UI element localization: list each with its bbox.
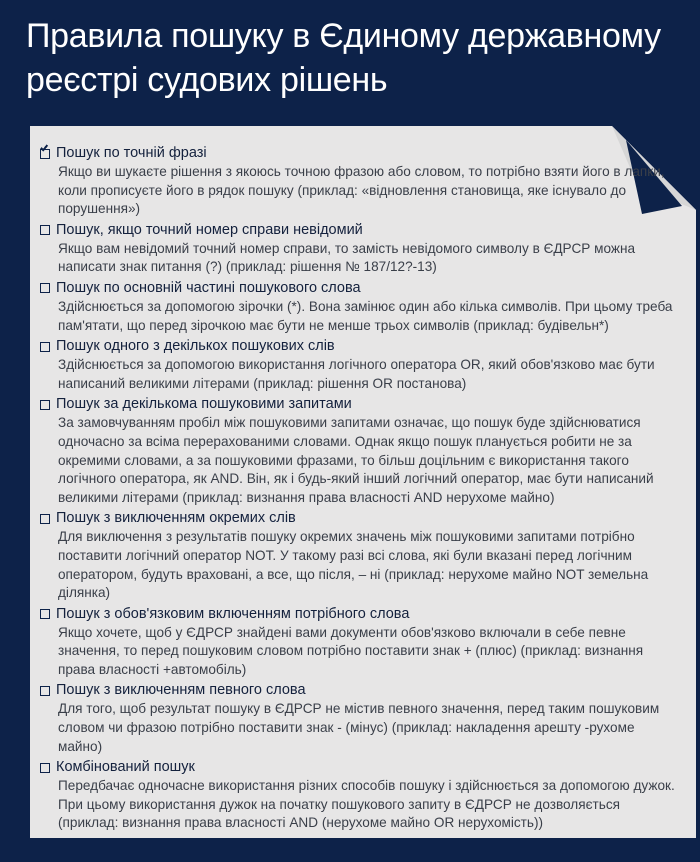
rule-heading: Пошук з виключенням певного слова: [56, 682, 306, 699]
rule-item: [40, 279, 680, 335]
rule-description: Для того, щоб результат пошуку в ЄДРСР не містив певного значення, перед таким пошуковим словом чи фразою потрібно поставити знак - (мінус) (приклад: накладення арешту -рухоме майно): [58, 701, 660, 754]
rule-item: [40, 337, 680, 393]
rule-heading: Пошук, якщо точний номер справи невідомий: [56, 221, 363, 238]
rules-list: [40, 144, 680, 835]
rule-heading: Пошук за декількома пошуковими запитами: [56, 396, 352, 413]
rule-heading-row: [40, 337, 680, 356]
rule-item: [40, 221, 680, 277]
rule-heading-row: [40, 221, 680, 240]
checkbox-icon: [40, 514, 50, 524]
rule-heading-row: [40, 681, 680, 700]
checkbox-icon: [40, 400, 50, 410]
rule-heading-row: [40, 605, 680, 624]
checkbox-icon: [40, 283, 50, 293]
rule-heading: Пошук одного з декількох пошукових слів: [56, 338, 335, 355]
rule-description: Якщо хочете, щоб у ЄДРСР знайдені вами документи обов'язково включали в себе певне значення, то перед пошуковим словом потрібно поставити знак + (плюс) (приклад: визнання права власності +автомобіль): [58, 624, 644, 677]
rule-heading-row: [40, 144, 680, 163]
checkbox-icon: [40, 342, 50, 352]
rule-item: [40, 144, 680, 219]
rule-description: За замовчуванням пробіл між пошуковими запитами означає, що пошук буде здійснюватися одночасно за всіма перерахованими словами. Однак якщо пошук планується робити не за окремими словами, а за пошуковими фразами, то більш доцільним є використання такого логічного оператора, як AND. Він, як і будь-який інший логічний оператор, має бути написаний великими літерами (приклад: визнання права власності AND нерухоме майно): [58, 415, 654, 505]
checkbox-icon: [40, 686, 50, 696]
rule-item: [40, 605, 680, 680]
rule-description: Здійснюється за допомогою використання логічного оператора OR, який обов'язково має бути написаний великими літерами (приклад: рішення OR постанова): [58, 357, 655, 391]
rule-item: [40, 509, 680, 602]
rule-description: Якщо ви шукаєте рішення з якоюсь точною фразою або словом, то потрібно взяти його в лапки, коли прописуєте його в рядок пошуку (приклад: «відновлення становища, яке існувало до порушення»): [58, 164, 665, 217]
rule-heading: Пошук по основній частині пошукового слова: [56, 279, 361, 296]
rule-heading-row: [40, 279, 680, 298]
checkbox-icon: [40, 763, 50, 773]
rule-description: Передбачає одночасне використання різних способів пошуку і здійснюється за допомогою дужок. При цьому використання дужок на початку пошукового запиту в ЄДРСР не дозволяється (приклад: визнання права власності AND (нерухоме майно OR нерухомість)): [58, 778, 675, 831]
rule-description: Здійснюється за допомогою зірочки (*). Вона замінює один або кілька символів. При цьому треба пам'ятати, що перед зірочкою має бути не менше трьох символів (приклад: будівельн*): [58, 298, 673, 333]
checkbox-icon: [40, 225, 50, 235]
rule-heading-row: [40, 509, 680, 528]
rule-heading: Комбінований пошук: [56, 759, 195, 776]
rule-item: [40, 758, 680, 833]
rule-item: [40, 681, 680, 756]
rule-heading-row: [40, 395, 680, 414]
page-title: Правила пошуку в Єдиному державному реєстрі судових рішень: [26, 17, 661, 99]
rule-item: [40, 395, 680, 507]
rule-heading: Пошук з виключенням окремих слів: [56, 510, 296, 527]
rule-description: Якщо вам невідомий точний номер справи, то замість невідомого символу в ЄДРСР можна написати знак питання (?) (приклад: рішення № 187/12?-13): [58, 240, 636, 275]
checkbox-icon: [40, 609, 50, 619]
rule-description: Для виключення з результатів пошуку окремих значень між пошуковими запитами потрібно поставити логічний оператор NOT. У такому разі всі слова, які були вказані перед логічним оператором, будуть враховані, а все, що після, – ні (приклад: нерухоме майно NOT земельна ділянка): [58, 529, 649, 601]
paper-sheet: [30, 126, 696, 838]
rule-heading: Пошук з обов'язковим включенням потрібного слова: [56, 605, 410, 622]
rule-heading-row: [40, 758, 680, 777]
rule-heading: Пошук по точній фразі: [56, 145, 207, 161]
